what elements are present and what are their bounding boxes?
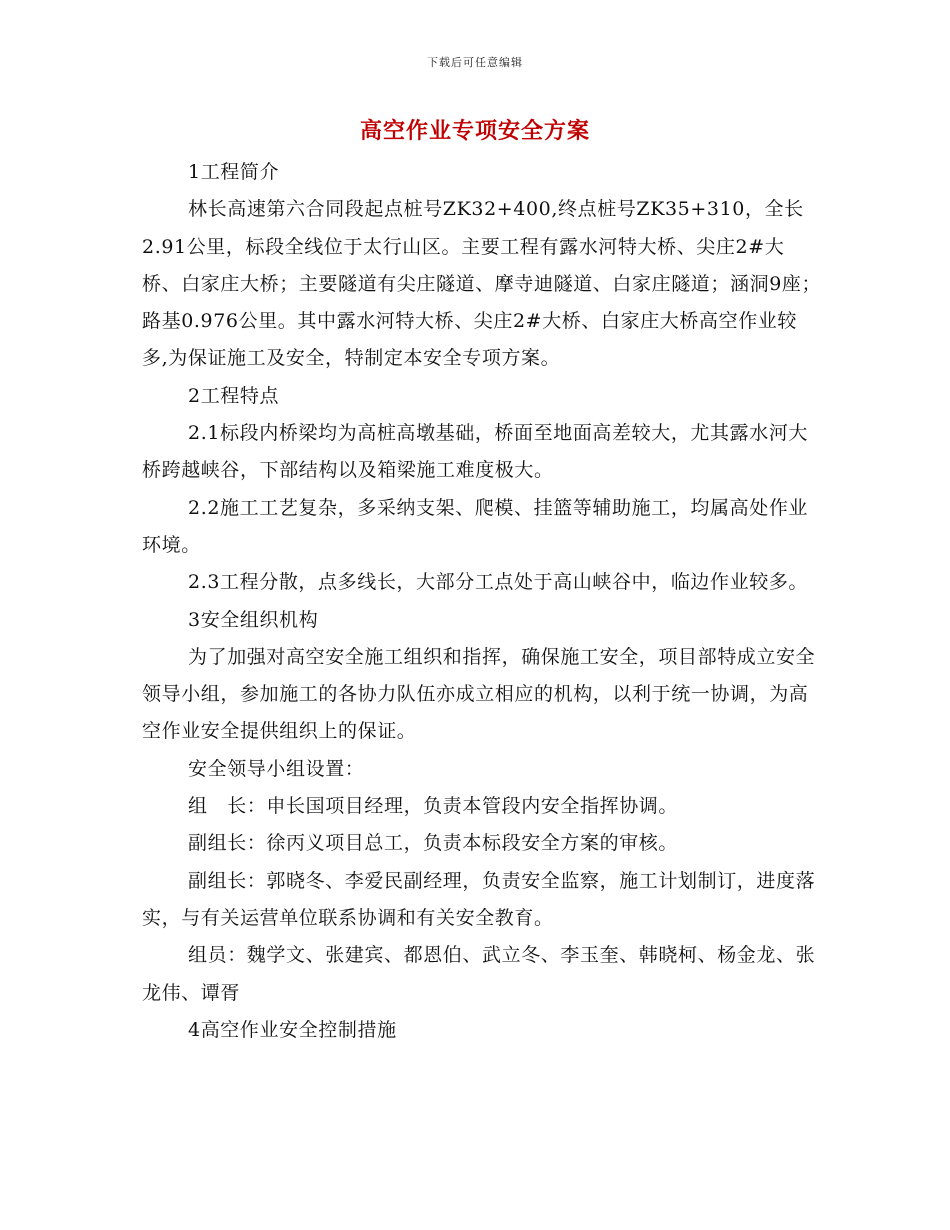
paragraph-feature-2-1: 2.1标段内桥梁均为高桩高墩基础，桥面至地面高差较大，尤其露水河大桥跨越峡谷，下部结构以及箱梁施工难度极大。 xyxy=(142,422,809,482)
paragraph-overview: 林长高速第六合同段起点桩号ZK32+400,终点桩号ZK35+310，全长2.91公里，标段全线位于太行山区。主要工程有露水河特大桥、尖庄2#大桥、白家庄大桥；主要隧道有尖庄隧道、摩寺迪隧道、白家庄隧道；涵洞9座；路基0.976公里。其中露水河特大桥、尖庄2#大桥、白家庄大桥高空作业较多,为保证施工及安全，特制定本安全专项方案。 xyxy=(142,198,822,370)
section-heading-features: 2工程特点 xyxy=(188,384,280,407)
section-heading-organization: 3安全组织机构 xyxy=(188,608,319,631)
paragraph-group-setup: 安全领导小组设置： xyxy=(188,757,365,780)
paragraph-group-leader: 组 长：申长国项目经理，负责本管段内安全指挥协调。 xyxy=(188,795,679,818)
paragraph-feature-2-3: 2.3工程分散，点多线长，大部分工点处于高山峡谷中，临边作业较多。 xyxy=(188,571,809,594)
section-heading-measures: 4高空作业安全控制措施 xyxy=(188,1018,397,1041)
paragraph-organization: 为了加强对高空安全施工组织和指挥，确保施工安全，项目部特成立安全领导小组，参加施工的各协力队伍亦成立相应的机构，以利于统一协调，为高空作业安全提供组织上的保证。 xyxy=(142,645,816,743)
document-body xyxy=(142,154,822,1049)
page-header-note: 下载后可任意编辑 xyxy=(427,56,523,69)
paragraph-deputy-leader-1: 副组长：徐丙义项目总工，负责本标段安全方案的审核。 xyxy=(188,832,679,855)
section-heading-overview: 1工程简介 xyxy=(188,161,280,183)
paragraph-deputy-leader-2: 副组长：郭晓冬、李爱民副经理，负责安全监察，施工计划制订，进度落实，与有关运营单位联系协调和有关安全教育。 xyxy=(142,869,816,929)
paragraph-feature-2-2: 2.2施工工艺复杂，多采纳支架、爬模、挂篮等辅助施工，均属高处作业环境。 xyxy=(142,496,809,556)
paragraph-group-members: 组员：魏学文、张建宾、都恩伯、武立冬、李玉奎、韩晓柯、杨金龙、张龙伟、谭胥 xyxy=(142,944,816,1004)
document-title: 高空作业专项安全方案 xyxy=(359,118,590,144)
